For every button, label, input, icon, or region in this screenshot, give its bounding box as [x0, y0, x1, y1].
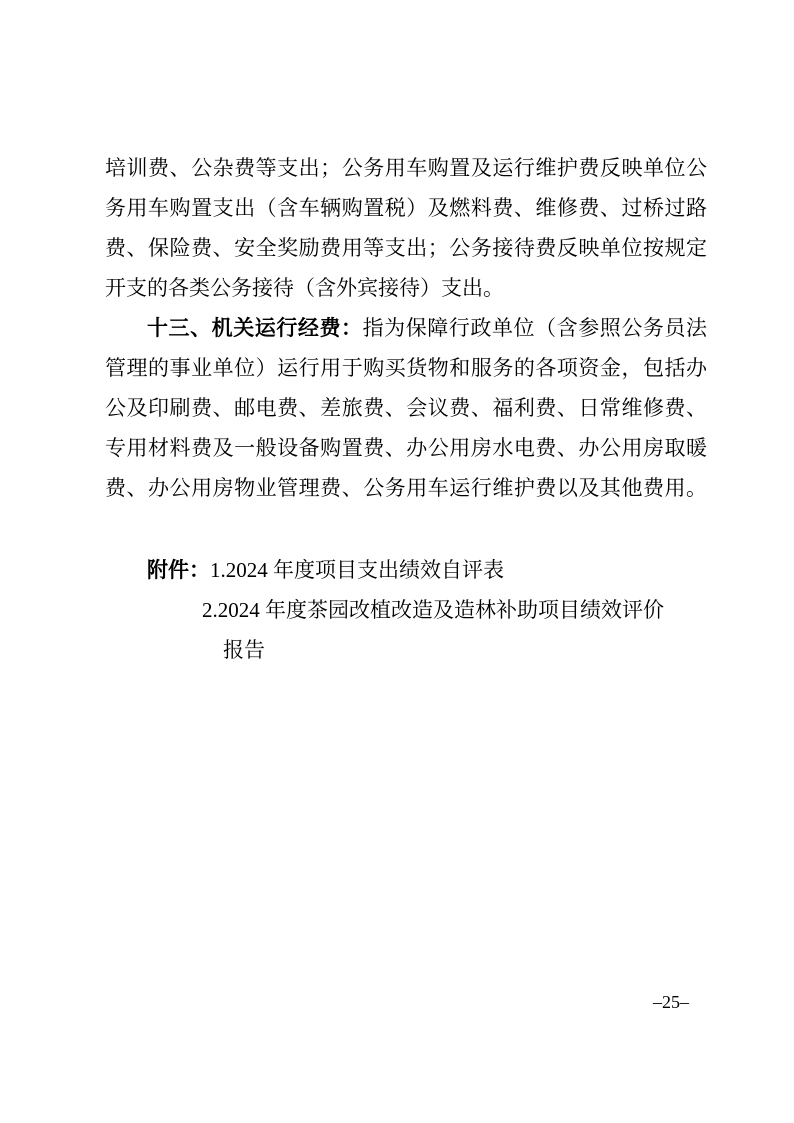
text-line: 专用材料费及一般设备购置费、办公用房水电费、办公用房取暖	[105, 436, 707, 460]
text-line: 开支的各类公务接待（含外宾接待）支出。	[105, 276, 504, 300]
paragraph-expense-explanation	[105, 148, 707, 308]
attachment-item-1	[105, 550, 707, 590]
attachment-item-1-text: 1.2024 年度项目支出绩效自评表	[210, 558, 504, 582]
text-line: 管理的事业单位）运行用于购买货物和服务的各项资金，包括办	[105, 356, 707, 380]
paragraph-agency-operating-funds	[105, 308, 707, 508]
page-number: –25–	[653, 992, 689, 1012]
body-text	[105, 148, 707, 508]
attachment-item-2: 2.2024 年度茶园改植改造及造林补助项目绩效评价	[202, 598, 664, 622]
text-line: 培训费、公杂费等支出；公务用车购置及运行维护费反映单位公	[105, 156, 707, 180]
text-line: 务用车购置支出（含车辆购置税）及燃料费、维修费、过桥过路	[105, 196, 707, 220]
attachments-label: 附件：	[147, 558, 210, 582]
paragraph-lead-bold: 十三、机关运行经费：	[147, 316, 363, 340]
text-line: 公及印刷费、邮电费、差旅费、会议费、福利费、日常维修费、	[105, 396, 707, 420]
text-line: 十三、机关运行经费：指为保障行政单位（含参照公务员法	[147, 316, 707, 340]
attachment-item-2-continuation: 报告	[223, 638, 265, 662]
attachments-section	[105, 550, 707, 670]
text-line: 费、保险费、安全奖励费用等支出；公务接待费反映单位按规定	[105, 236, 707, 260]
text-line: 费、办公用房物业管理费、公务用车运行维护费以及其他费用。	[105, 476, 707, 500]
